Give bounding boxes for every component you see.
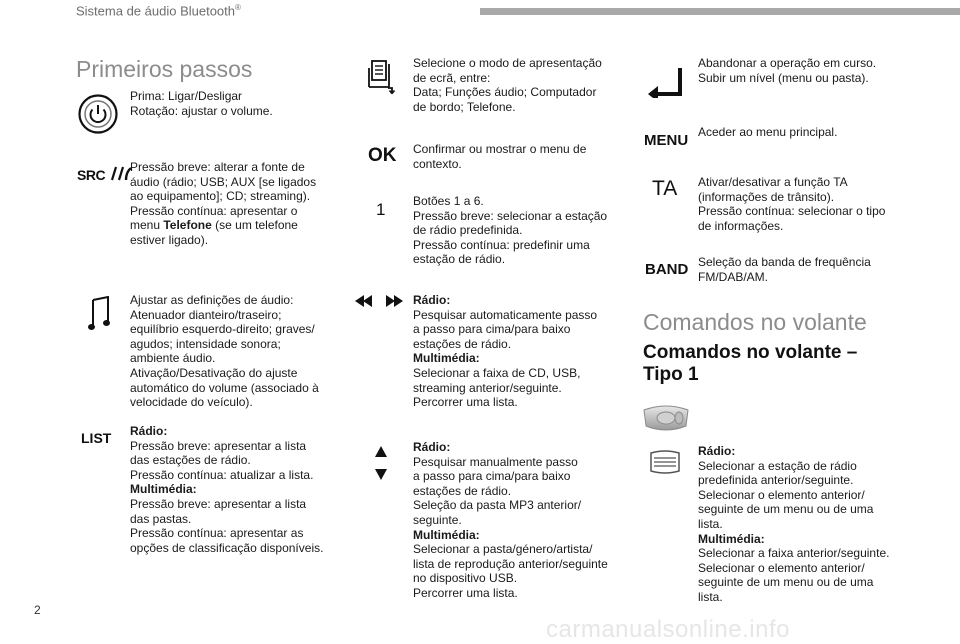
presets-description: Botões 1 a 6. Pressão breve: selecionar a estação de rádio predefinida. Pressão contínua: predefinir uma estação de rádio. — [413, 194, 608, 267]
preset-button-label: 1 — [376, 200, 386, 219]
music-note-icon — [88, 296, 112, 337]
menu-description: Aceder ao menu principal. — [698, 125, 838, 139]
seek-description: Rádio: Pesquisar automaticamente passo a passo para cima/para baixo estações de rádio. Multimédia: Selecionar a faixa de CD, USB, streaming anterior/seguinte. Percorrer uma lista. — [413, 293, 598, 410]
wheel-description: Rádio: Selecionar a estação de rádio predefinida anterior/seguinte. Selecionar o elemento anterior/ seguinte de um menu ou de uma lista. Multimédia: Selecionar a faixa anterior/seguinte. Selecionar o elemento anterior/ seguinte de um menu ou de uma lista. — [698, 444, 890, 604]
ta-button-label: TA — [652, 177, 678, 200]
band-button-label: BAND — [645, 261, 689, 278]
list-button-label: LIST — [81, 430, 112, 446]
back-arrow-icon — [648, 62, 684, 103]
page-number: 2 — [34, 603, 41, 617]
ta-description: Ativar/desativar a função TA (informações de trânsito). Pressão contínua: selecionar o tipo de informações. — [698, 175, 886, 233]
subsection-heading-tipo-1: Comandos no volante – Tipo 1 — [643, 342, 858, 385]
band-description: Seleção da banda de frequência FM/DAB/AM. — [698, 255, 871, 284]
list-description: Rádio: Pressão breve: apresentar a lista das estações de rádio. Pressão contínua: atualizar a lista. Multimédia: Pressão breve: apresentar a lista das pastas. Pressão contínua: apresentar as opções de classificação disponíveis. — [130, 424, 324, 555]
src-description: Pressão breve: alterar a fonte de áudio (rádio; USB; AUX [se ligados ao equipamento]; CD; streaming). Pressão contínua: apresentar o menu Telefone (se um telefone estiver ligado). — [130, 160, 317, 247]
audio-description: Ajustar as definições de áudio: Atenuador dianteiro/traseiro; equilíbrio esquerdo-direito; graves/ agudos; intensidade sonora; ambiente áudio. Ativação/Desativação do ajuste automático do volume (associado à velocidade do veículo). — [130, 293, 319, 410]
power-icon — [78, 94, 118, 139]
section-heading-primeiros-passos: Primeiros passos — [76, 56, 253, 82]
steering-control-image — [642, 404, 690, 437]
ok-button-label: OK — [368, 145, 397, 166]
display-mode-icon — [368, 60, 396, 99]
section-heading-comandos-volante: Comandos no volante — [643, 309, 867, 335]
menu-button-label: MENU — [644, 132, 689, 149]
header-bar — [480, 8, 960, 15]
seek-arrows-icon — [355, 294, 403, 313]
up-down-arrows-icon — [374, 446, 388, 485]
display-mode-description: Selecione o modo de apresentação de ecrã, entre: Data; Funções áudio; Computador de bordo; Telefone. — [413, 56, 602, 114]
ok-description: Confirmar ou mostrar o menu de contexto. — [413, 142, 587, 171]
power-description: Prima: Ligar/Desligar Rotação: ajustar o volume. — [130, 89, 273, 118]
back-description: Abandonar a operação em curso. Subir um nível (menu ou pasta). — [698, 56, 877, 85]
watermark: carmanualsonline.info — [546, 616, 790, 643]
steering-control-icon — [649, 450, 681, 479]
src-icon: SRC — [77, 166, 132, 185]
header-title: Sistema de áudio Bluetooth® — [76, 3, 241, 19]
updown-description: Rádio: Pesquisar manualmente passo a passo para cima/para baixo estações de rádio. Seleção da pasta MP3 anterior/ seguinte. Multimédia: Selecionar a pasta/género/artista/ lista de reprodução anterior/seguinte no dispositivo USB. Percorrer uma lista. — [413, 440, 608, 600]
